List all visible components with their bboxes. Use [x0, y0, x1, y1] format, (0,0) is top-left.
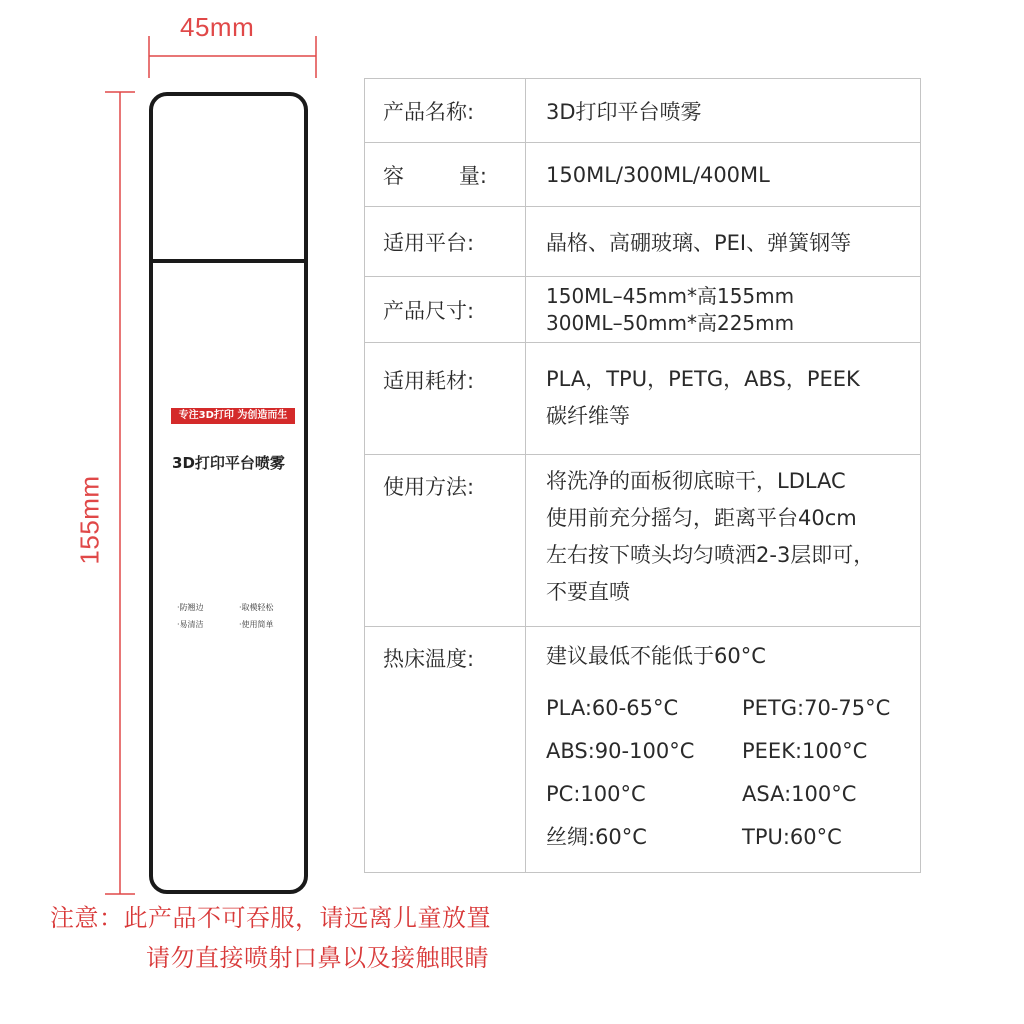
spec-key: 适用耗材:: [365, 343, 526, 455]
bottle-label-banner: 专注3D打印 为创造而生: [171, 408, 295, 424]
bed-temp-item: 丝绸:60°C: [546, 825, 647, 849]
bed-temp-item: PC:100°C: [546, 782, 646, 806]
material-line: PLA，TPU，PETG，ABS，PEEK: [546, 367, 860, 391]
bed-temp-item: PETG:70-75°C: [742, 696, 891, 720]
spec-key: 适用平台:: [365, 207, 526, 277]
spec-row-platform: [365, 207, 921, 277]
spec-row-product-name: [365, 79, 921, 143]
spec-key: 使用方法:: [365, 455, 526, 627]
bed-temp-headline: 建议最低不能低于60°C: [546, 644, 766, 668]
warning-notice: [50, 898, 491, 978]
spec-key: 热床温度:: [365, 627, 526, 873]
warning-line-1: 注意：此产品不可吞服，请远离儿童放置: [50, 904, 491, 932]
usage-line: 左右按下喷头均匀喷洒2-3层即可，: [546, 543, 875, 567]
feature-item: ·防翘边: [177, 603, 204, 612]
spec-key-part: 量:: [458, 163, 487, 188]
spec-row-usage: [365, 455, 921, 627]
spec-value: [526, 343, 921, 455]
usage-line: 使用前充分摇匀，距离平台40cm: [546, 506, 857, 530]
bottle-cap-divider: [153, 259, 304, 263]
spec-value: [526, 627, 921, 873]
bottle-label-title: 3D打印平台喷雾: [172, 454, 285, 472]
bed-temp-item: TPU:60°C: [742, 825, 842, 849]
bed-temp-grid: [546, 687, 920, 859]
bed-temp-item: ABS:90-100°C: [546, 739, 695, 763]
spec-key: 产品尺寸:: [365, 277, 526, 343]
spec-row-capacity: [365, 143, 921, 207]
bed-temp-item: ASA:100°C: [742, 782, 857, 806]
feature-item: ·取模轻松: [239, 603, 274, 612]
bed-temp-item: PEEK:100°C: [742, 739, 868, 763]
spec-row-bed-temp: [365, 627, 921, 873]
spray-bottle-outline: [149, 92, 308, 894]
spec-value: [526, 455, 921, 627]
usage-line: 不要直喷: [546, 580, 630, 604]
spec-value: 3D打印平台喷雾: [526, 79, 921, 143]
spec-value: [526, 277, 921, 343]
spec-table: [364, 78, 921, 873]
width-label: 45mm: [180, 12, 255, 42]
material-line: 碳纤维等: [546, 404, 630, 428]
size-line: 150ML–45mm*高155mm: [546, 283, 795, 308]
spec-value: 150ML/300ML/400ML: [526, 143, 921, 207]
spec-row-size: [365, 277, 921, 343]
spec-value: 晶格、高硼玻璃、PEI、弹簧钢等: [526, 207, 921, 277]
warning-line-2: 请勿直接喷射口鼻以及接触眼睛: [146, 944, 489, 972]
usage-line: 将洗净的面板彻底晾干，LDLAC: [546, 469, 846, 493]
spec-row-material: [365, 343, 921, 455]
size-line: 300ML–50mm*高225mm: [546, 310, 795, 335]
spec-key: [365, 143, 526, 207]
height-label: 155mm: [74, 475, 105, 565]
feature-item: ·易清洁: [177, 620, 204, 629]
bed-temp-item: PLA:60-65°C: [546, 696, 679, 720]
spec-key: 产品名称:: [365, 79, 526, 143]
bottle-label-features: [177, 602, 297, 630]
spec-key-part: 容: [383, 163, 404, 188]
feature-item: ·使用简单: [239, 620, 274, 629]
